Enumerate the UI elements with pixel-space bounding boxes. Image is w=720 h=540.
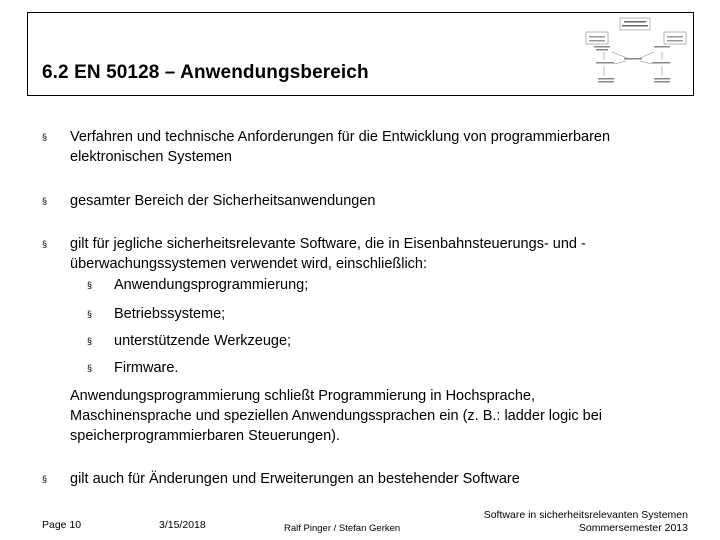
footer-authors: Ralf Pinger / Stefan Gerken (284, 523, 401, 534)
process-diagram-thumbnail (582, 16, 690, 92)
footer-date: 3/15/2018 (159, 519, 206, 531)
footer-page-number: Page 10 (42, 519, 82, 531)
bullet-2-line-1: gesamter Bereich der Sicherheitsanwendungen (70, 193, 376, 209)
note-line-2: Maschinensprache und speziellen Anwendungssprachen ein (z. B.: ladder logic bei (70, 408, 602, 424)
note-line-1: Anwendungsprogrammierung schließt Programmierung in Hochsprache, (70, 388, 536, 404)
sub-bullet-marker: § (87, 280, 93, 290)
bullet-3-line-1: gilt für jegliche sicherheitsrelevante Software, die in Eisenbahnsteuerungs- und - (70, 236, 586, 252)
bullet-3-line-2: überwachungssystemen verwendet wird, einschließlich: (70, 256, 428, 272)
bullet-marker: § (42, 132, 48, 142)
bullet-1-line-1: Verfahren und technische Anforderungen für die Entwicklung von programmierbaren (70, 129, 611, 145)
page-title: 6.2 EN 50128 – Anwendungsbereich (42, 62, 369, 83)
bullet-marker: § (42, 474, 48, 484)
bullet-marker: § (42, 196, 48, 206)
sub-bullet-marker: § (87, 309, 93, 319)
bullet-1-line-2: elektronischen Systemen (70, 149, 232, 165)
footer-course-title: Software in sicherheitsrelevanten Systemen (483, 509, 688, 521)
footer-semester: Sommersemester 2013 (578, 522, 688, 534)
sub-bullet-4: Firmware. (114, 360, 179, 376)
sub-bullet-2: Betriebssysteme; (114, 306, 226, 322)
bullet-marker: § (42, 239, 48, 249)
note-line-3: speicherprogrammierbaren Steuerungen). (70, 428, 341, 444)
bullet-4-line-1: gilt auch für Änderungen und Erweiterungen an bestehender Software (70, 471, 520, 487)
sub-bullet-1: Anwendungsprogrammierung; (114, 277, 309, 293)
sub-bullet-marker: § (87, 363, 93, 373)
sub-bullet-marker: § (87, 336, 93, 346)
sub-bullet-3: unterstützende Werkzeuge; (114, 333, 292, 349)
